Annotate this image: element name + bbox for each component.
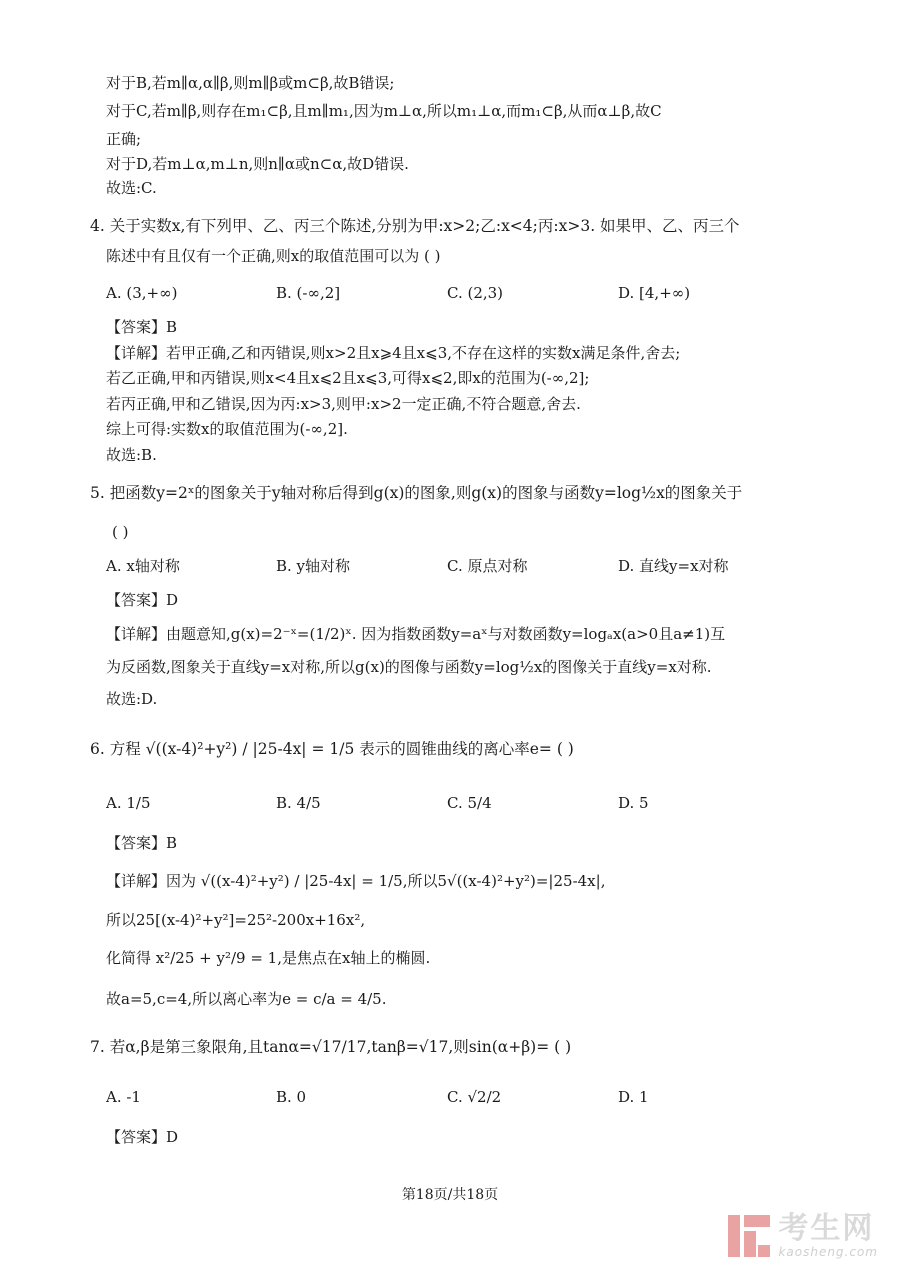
q6-detail-2: 所以25[(x-4)²+y²]=25²-200x+16x², xyxy=(106,911,366,929)
page-number: 第18页/共18页 xyxy=(401,1187,499,1203)
q5-option-c: C. 原点对称 xyxy=(447,557,528,575)
q6-detail-4: 故a=5,c=4,所以离心率为e = c/a = 4/5. xyxy=(106,990,387,1008)
question-4: 4. 关于实数x,有下列甲、乙、丙三个陈述,分别为甲:x>2;乙:x<4;丙:x>3. 如果甲、乙、丙三个 xyxy=(90,217,740,235)
q5-detail-3: 故选:D. xyxy=(106,690,158,708)
q6-option-a: A. 1/5 xyxy=(106,794,151,812)
q6-option-b: B. 4/5 xyxy=(276,794,321,812)
q4-option-b: B. (-∞,2] xyxy=(276,284,341,302)
question-5-cont: ( ) xyxy=(112,523,129,541)
q4-detail-2: 若乙正确,甲和丙错误,则x<4且x⩽2且x⩽3,可得x⩽2,即x的范围为(-∞,2]; xyxy=(106,369,590,387)
q5-detail-2: 为反函数,图象关于直线y=x对称,所以g(x)的图像与函数y=log½x的图像关于直线y=x对称. xyxy=(106,658,712,676)
q4-answer: 【答案】B xyxy=(106,318,178,336)
q4-option-d: D. [4,+∞) xyxy=(618,284,691,302)
answer-text-c: 对于C,若m∥β,则存在m₁⊂β,且m∥m₁,因为m⊥α,所以m₁⊥α,而m₁⊂β,从而α⊥β,故C xyxy=(106,102,662,120)
q7-option-d: D. 1 xyxy=(618,1088,649,1106)
q5-option-a: A. x轴对称 xyxy=(106,557,180,575)
q7-option-a: A. -1 xyxy=(106,1088,141,1106)
q7-option-b: B. 0 xyxy=(276,1088,307,1106)
answer-text-c-cont: 正确; xyxy=(106,130,142,148)
q5-option-b: B. y轴对称 xyxy=(276,557,351,575)
watermark-url: kaosheng.com xyxy=(778,1245,878,1259)
q6-detail-3: 化简得 x²/25 + y²/9 = 1,是焦点在x轴上的椭圆. xyxy=(106,949,431,967)
question-7: 7. 若α,β是第三象限角,且tanα=√17/17,tanβ=√17,则sin(α+β)= ( ) xyxy=(90,1038,572,1056)
q6-detail-1: 【详解】因为 √((x-4)²+y²) / |25-4x| = 1/5,所以5√((x-4)²+y²)=|25-4x|, xyxy=(106,872,606,890)
q4-detail-5: 故选:B. xyxy=(106,446,157,464)
watermark xyxy=(728,1213,878,1259)
question-6: 6. 方程 √((x-4)²+y²) / |25-4x| = 1/5 表示的圆锥曲线的离心率e= ( ) xyxy=(90,740,574,758)
answer-conclusion: 故选:C. xyxy=(106,179,157,197)
answer-text-d: 对于D,若m⊥α,m⊥n,则n∥α或n⊂α,故D错误. xyxy=(106,155,409,173)
q5-answer: 【答案】D xyxy=(106,591,179,609)
q6-answer: 【答案】B xyxy=(106,834,178,852)
q7-option-c: C. √2/2 xyxy=(447,1088,502,1106)
q4-detail-4: 综上可得:实数x的取值范围为(-∞,2]. xyxy=(106,420,348,438)
q4-option-a: A. (3,+∞) xyxy=(106,284,178,302)
q5-option-d: D. 直线y=x对称 xyxy=(618,557,729,575)
question-4-cont: 陈述中有且仅有一个正确,则x的取值范围可以为 ( ) xyxy=(106,247,441,265)
q6-option-d: D. 5 xyxy=(618,794,649,812)
answer-text-b: 对于B,若m∥α,α∥β,则m∥β或m⊂β,故B错误; xyxy=(106,74,395,92)
watermark-logo-icon xyxy=(728,1215,770,1257)
q4-option-c: C. (2,3) xyxy=(447,284,504,302)
q4-detail-1: 【详解】若甲正确,乙和丙错误,则x>2且x⩾4且x⩽3,不存在这样的实数x满足条件,舍去; xyxy=(106,344,681,362)
watermark-name: 考生网 xyxy=(778,1211,875,1246)
question-5: 5. 把函数y=2ˣ的图象关于y轴对称后得到g(x)的图象,则g(x)的图象与函数y=log½x的图象关于 xyxy=(90,484,743,502)
q6-option-c: C. 5/4 xyxy=(447,794,492,812)
q7-answer: 【答案】D xyxy=(106,1128,179,1146)
q5-detail-1: 【详解】由题意知,g(x)=2⁻ˣ=(1/2)ˣ. 因为指数函数y=aˣ与对数函数y=logₐx(a>0且a≠1)互 xyxy=(106,625,726,643)
q4-detail-3: 若丙正确,甲和乙错误,因为丙:x>3,则甲:x>2一定正确,不符合题意,舍去. xyxy=(106,395,581,413)
